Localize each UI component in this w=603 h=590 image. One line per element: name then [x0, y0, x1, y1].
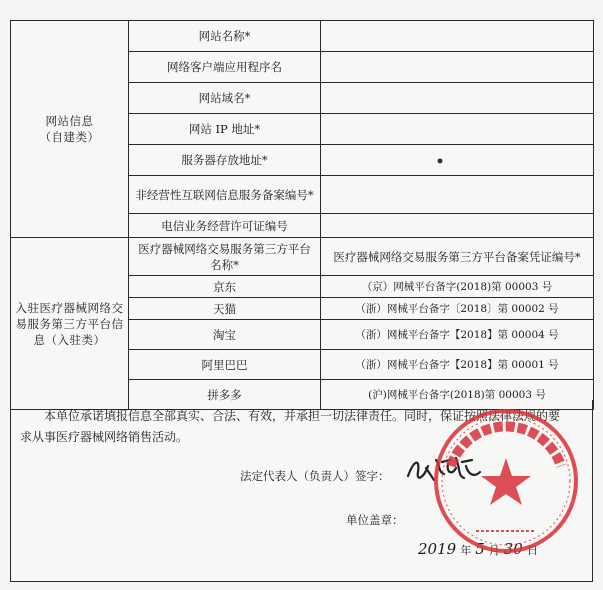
date-month-unit: 月: [488, 544, 500, 557]
date-day-unit: 日: [526, 544, 538, 557]
platform-record: （京）网械平台备字(2018)第 00003 号: [321, 276, 594, 298]
platform-name: 淘宝: [129, 320, 321, 350]
server-address-label: 服务器存放地址*: [129, 145, 321, 176]
platform-name: 天猫: [129, 298, 321, 320]
ip-value[interactable]: [321, 114, 594, 145]
domain-value[interactable]: [321, 83, 594, 114]
date-year: 2019: [418, 540, 457, 558]
platform-header-row: [11, 238, 594, 276]
pledge-text: 本单位承诺填报信息全部真实、合法、有效，并承担一切法律责任。同时，保证按照法律法规的要求从事医疗器械网络销售活动。: [20, 409, 561, 444]
legal-rep-signature-label: 法定代表人（负责人）签字：: [240, 469, 390, 483]
unit-seal-label: 单位盖章：: [346, 513, 404, 527]
app-name-label: 网络客户端应用程序名: [129, 52, 321, 83]
date-day: 30: [503, 540, 523, 558]
website-name-value[interactable]: [321, 21, 594, 52]
app-name-value[interactable]: [321, 52, 594, 83]
website-name-label: 网站名称*: [129, 21, 321, 52]
platform-record: （浙）网械平台备字【2018】第 00004 号: [321, 320, 594, 350]
icp-record-label: 非经营性互联网信息服务备案编号*: [129, 176, 321, 214]
server-address-value[interactable]: [321, 145, 594, 176]
domain-label: 网站域名*: [129, 83, 321, 114]
website-name-row: [11, 21, 594, 52]
icp-record-value[interactable]: [321, 176, 594, 214]
telecom-license-label: 电信业务经营许可证编号: [129, 214, 321, 238]
date-month: 5: [475, 540, 485, 558]
ip-label: 网站 IP 地址*: [129, 114, 321, 145]
platform-name-header: 医疗器械网络交易服务第三方平台名称*: [129, 238, 321, 276]
platform-record: （浙）网械平台备字【2018】第 00001 号: [321, 350, 594, 380]
ink-mark: [437, 158, 443, 164]
date-year-unit: 年: [460, 544, 472, 557]
company-seal-stamp-icon: [431, 406, 581, 556]
platform-record-header: 医疗器械网络交易服务第三方平台备案凭证编号*: [321, 238, 594, 276]
platform-name: 京东: [129, 276, 321, 298]
platform-group-label: 入驻医疗器械网络交易服务第三方平台信息（入驻类）: [11, 238, 129, 410]
platform-name: 阿里巴巴: [129, 350, 321, 380]
platform-name: 拼多多: [129, 380, 321, 410]
platform-record: (沪)网械平台备字(2018)第 00003 号: [321, 380, 594, 410]
platform-record: （浙）网械平台备字〔2018〕第 00002 号: [321, 298, 594, 320]
registration-form-table: [10, 20, 594, 410]
telecom-license-value[interactable]: [321, 214, 594, 238]
website-group-label: 网站信息 （自建类）: [11, 21, 129, 238]
